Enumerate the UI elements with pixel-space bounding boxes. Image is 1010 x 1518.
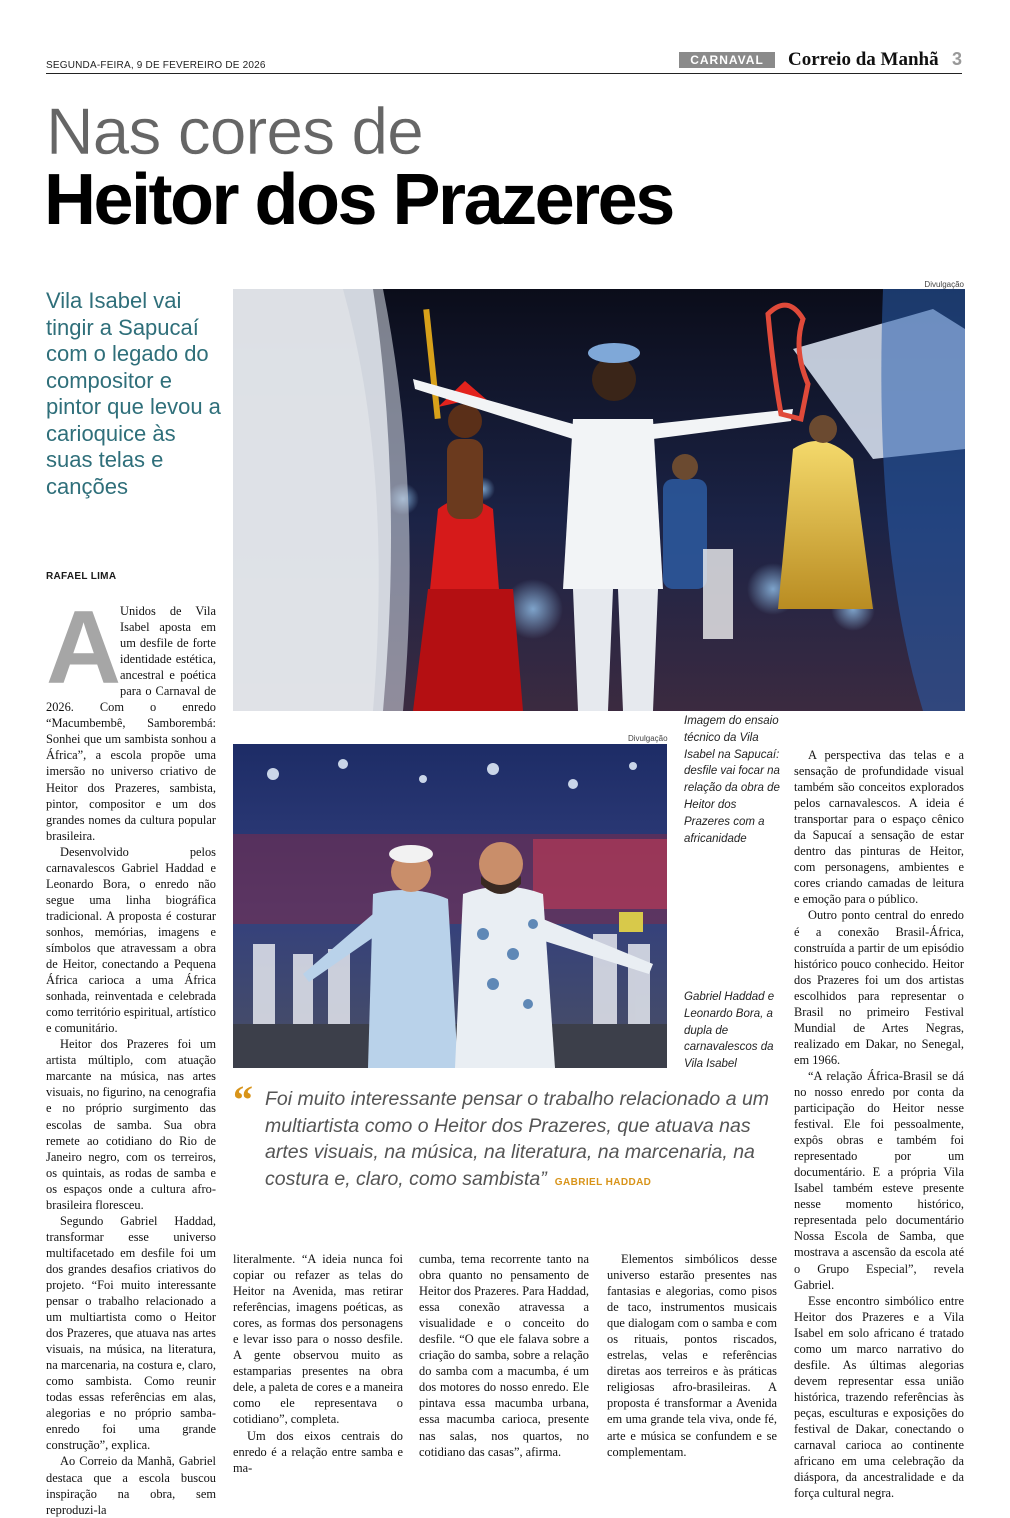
caption-second-photo: Gabriel Haddad e Leonardo Bora, a dupla de carnavalescos da Vila Isabel bbox=[684, 991, 775, 1071]
paragraph: Outro ponto central do enredo é a conexão Brasil-África, construída a partir de um episódio histórico pouco conhecido. Heitor dos Prazeres foi um dos artistas escolhidos para representar o Brasil no primeiro Festival Mundial de Artes Negras, realizado em Dakar, no Senegal, em 1966. bbox=[794, 908, 964, 1067]
pull-quote bbox=[265, 1086, 775, 1196]
second-photo-illustration bbox=[233, 744, 667, 1068]
main-photo bbox=[233, 289, 965, 711]
section-tag: CARNAVAL bbox=[679, 52, 775, 68]
article-column-4 bbox=[607, 1251, 777, 1460]
main-photo-illustration bbox=[233, 289, 965, 711]
issue-date: SEGUNDA-FEIRA, 9 DE FEVEREIRO DE 2026 bbox=[46, 60, 266, 71]
headline-title: Heitor dos Prazeres bbox=[44, 160, 673, 240]
paragraph: A perspectiva das telas e a sensação de profundidade visual também são conceitos explorados pelos carnavalescos. A ideia é transportar para o espaço cênico da Sapucaí a sensação de estar dentro das pinturas de Heitor, com personagens, ambientes e cores criando camadas de leitura e emoção para o público. bbox=[794, 748, 964, 907]
caption-main-photo: Imagem do ensaio técnico da Vila Isabel na Sapucaí: desfile vai focar na relação da obra de Heitor dos Prazeres com a africanidade bbox=[684, 715, 780, 845]
byline: RAFAEL LIMA bbox=[46, 571, 117, 582]
paragraph: Desenvolvido pelos carnavalescos Gabriel Haddad e Leonardo Bora, o enredo não segue uma linha biográfica tradicional. A proposta é costurar sonhos, memórias, imagens e símbolos que atravessam a obra de Heitor, conectando a Pequena África carioca a uma África sonhada, reinventada e celebrada como território espiritual, artístico e comunitário. bbox=[46, 844, 216, 1036]
paragraph: Ao Correio da Manhã, Gabriel destaca que a escola buscou inspiração na obra, sem reproduzi-la bbox=[46, 1454, 216, 1517]
paragraph: cumba, tema recorrente tanto na obra quanto no pensamento de Heitor dos Prazeres. Para Haddad, essa conexão atravessa a visualidade e o conceito do desfile. “O que ele falava sobre a criação do samba, sobre a relação do samba com a macumba, é um dos motores do nosso enredo. Ele pintava essa macumba urbana, essa macumba carioca, presente nas salas, nos quartos, no cotidiano das casas”, afirma. bbox=[419, 1252, 589, 1459]
paragraph: “A relação África-Brasil se dá no nosso enredo por conta da participação do Heitor nesse festival. Ele foi pessoalmente, expôs obras e também foi representado por um documentário. E a própria Vila Isabel também esteve presente nesse momento histórico, representada pelo documentário Nossa Escola de Samba, que mostrava a ascensão da escola até o Grupo Especial”, revela Gabriel. bbox=[794, 1068, 964, 1292]
page-number: 3 bbox=[952, 49, 963, 69]
drop-cap: A bbox=[46, 590, 122, 706]
pull-quote-author: GABRIEL HADDAD bbox=[554, 1176, 652, 1188]
paragraph: Unidos de Vila Isabel aposta em um desfile de forte identidade estética, ancestral e poética para o Carnaval de 2026. Com o enredo “Macumbembê, Samborembá: Sonhei que um sambista sonhou a África”, a escola propõe uma imersão no universo criativo de Heitor dos Prazeres, sambista, pintor, compositor e um dos grandes nomes da cultura popular brasileira. bbox=[46, 604, 216, 843]
photo-credit-second: Divulgação bbox=[628, 734, 668, 743]
paragraph: Esse encontro simbólico entre Heitor dos Prazeres e a Vila Isabel em solo africano é tratado como um marco narrativo do desfile. As últimas alegorias devem representar essa união histórica, trazendo referências às peças, esculturas e exposições do festival de Dakar, conectando o carnaval carioca ao continente africano em uma celebração da diáspora, da ancestralidade e da força cultural negra. bbox=[794, 1293, 964, 1501]
paragraph: Segundo Gabriel Haddad, transformar esse universo multifacetado em desfile foi um dos grandes desafios criativos do projeto. “Foi muito interessante pensar o trabalho relacionado a um multiartista como o Heitor dos Prazeres, que atuava nas artes visuais, na música, na literatura, na marcenaria, na costura e, claro, como sambista. Como reunir todas essas referências em alas, alegorias e no próprio samba-enredo foi uma grande construção”, explica. bbox=[46, 1213, 216, 1453]
article-column-2 bbox=[233, 1251, 403, 1476]
header-rule bbox=[46, 73, 962, 74]
headline-kicker: Nas cores de bbox=[46, 94, 423, 168]
subhead: Vila Isabel vai tingir a Sapucaí com o legado do compositor e pintor que levou a carioquice às suas telas e canções bbox=[46, 288, 221, 499]
photo-credit-main: Divulgação bbox=[924, 280, 964, 289]
second-photo bbox=[233, 744, 667, 1068]
article-column-5 bbox=[794, 747, 964, 1501]
newspaper-brand: Correio da Manhã bbox=[788, 49, 939, 70]
article-column-1 bbox=[46, 590, 216, 1518]
article-column-3 bbox=[419, 1251, 589, 1460]
paragraph: Heitor dos Prazeres foi um artista múltiplo, com atuação marcante na música, nas artes visuais, no figurino, na cenografia e no próprio surgimento das escolas de samba. Sua obra remete ao cotidiano do Rio de Janeiro negro, com os terreiros, os quintais, as rodas de samba e os espaços onde a cultura afro-brasileira floresceu. bbox=[46, 1037, 216, 1212]
paragraph: Elementos simbólicos desse universo estarão presentes nas fantasias e alegorias, como pisos de taco, instrumentos musicais que dialogam com o samba e com os rituais, pontos riscados, estrelas, velas e referências diretas aos terreiros e às práticas religiosas afro-brasileiras. A proposta é transformar a Avenida em uma grande tela viva, onde fé, arte e música se confundem e se complementam. bbox=[607, 1252, 777, 1459]
quote-mark-icon: “ bbox=[233, 1077, 253, 1122]
drop-cap-box bbox=[46, 590, 122, 706]
paragraph: literalmente. “A ideia nunca foi copiar ou refazer as telas do Heitor na Avenida, mas retirar referências, imagens poéticas, as cores, as formas dos personagens e levar isso para o nosso desfile. A gente observou muito as estamparias presentes na obra dele, a paleta de cores e a maneira como ele representava o cotidiano”, completa. bbox=[233, 1252, 403, 1427]
pull-quote-text: Foi muito interessante pensar o trabalho relacionado a um multiartista como o Heitor dos Prazeres, que atuava nas artes visuais, na música, na literatura, na marcenaria, na costura e, claro, como sambista” bbox=[265, 1088, 770, 1190]
paragraph: Um dos eixos centrais do enredo é a relação entre samba e ma- bbox=[233, 1428, 403, 1475]
